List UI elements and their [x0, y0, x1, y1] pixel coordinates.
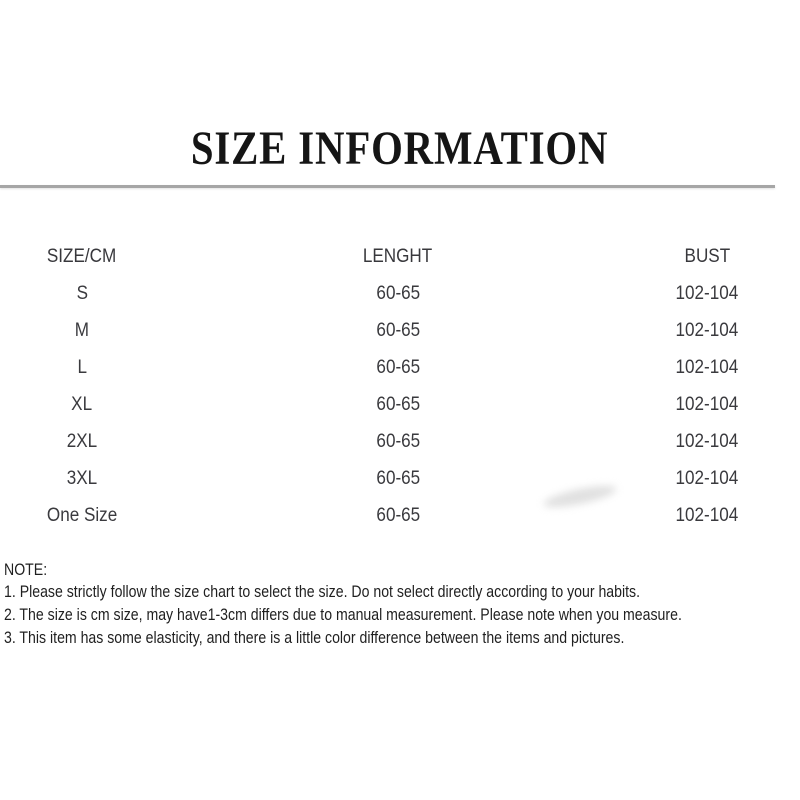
size-label: 3XL: [66, 467, 98, 489]
table-row-l: [0, 349, 800, 386]
size-label: XL: [71, 393, 93, 415]
title-divider-line: [0, 185, 775, 188]
size-label: 2XL: [66, 430, 98, 452]
notes-section: [4, 559, 800, 649]
header-bust: BUST: [684, 245, 730, 267]
table-row-xl: [0, 386, 800, 423]
size-table-header-row: [0, 238, 800, 275]
table-row-s: [0, 275, 800, 312]
bust-value: 102-104: [675, 430, 739, 452]
note-item-1: 1. Please strictly follow the size chart to select the size. Do not select directly according to your habits.: [4, 582, 641, 601]
bust-value: 102-104: [675, 467, 739, 489]
page-title: [0, 121, 800, 176]
lenght-value: 60-65: [376, 282, 420, 304]
bust-value: 102-104: [675, 393, 739, 415]
notes-heading: NOTE:: [4, 560, 48, 579]
size-label: S: [76, 282, 88, 304]
size-label: One Size: [46, 504, 118, 526]
table-row-3xl: [0, 460, 800, 497]
bust-value: 102-104: [675, 504, 739, 526]
bust-value: 102-104: [675, 282, 739, 304]
lenght-value: 60-65: [376, 467, 420, 489]
lenght-value: 60-65: [376, 356, 420, 378]
size-label: L: [77, 356, 87, 378]
lenght-value: 60-65: [376, 430, 420, 452]
page-title-text: SIZE INFORMATION: [191, 122, 609, 175]
lenght-value: 60-65: [376, 319, 420, 341]
lenght-value: 60-65: [376, 504, 420, 526]
note-item-2: 2. The size is cm size, may have1-3cm differs due to manual measurement. Please note when you measure.: [4, 605, 682, 624]
lenght-value: 60-65: [376, 393, 420, 415]
size-table: [0, 238, 800, 534]
bust-value: 102-104: [675, 319, 739, 341]
header-size-cm: SIZE/CM: [47, 245, 117, 267]
table-row-2xl: [0, 423, 800, 460]
note-item-3: 3. This item has some elasticity, and there is a little color difference between the items and pictures.: [4, 628, 625, 647]
table-row-one-size: [0, 497, 800, 534]
header-lenght: LENGHT: [363, 245, 433, 267]
bust-value: 102-104: [675, 356, 739, 378]
table-row-m: [0, 312, 800, 349]
size-label: M: [74, 319, 90, 341]
